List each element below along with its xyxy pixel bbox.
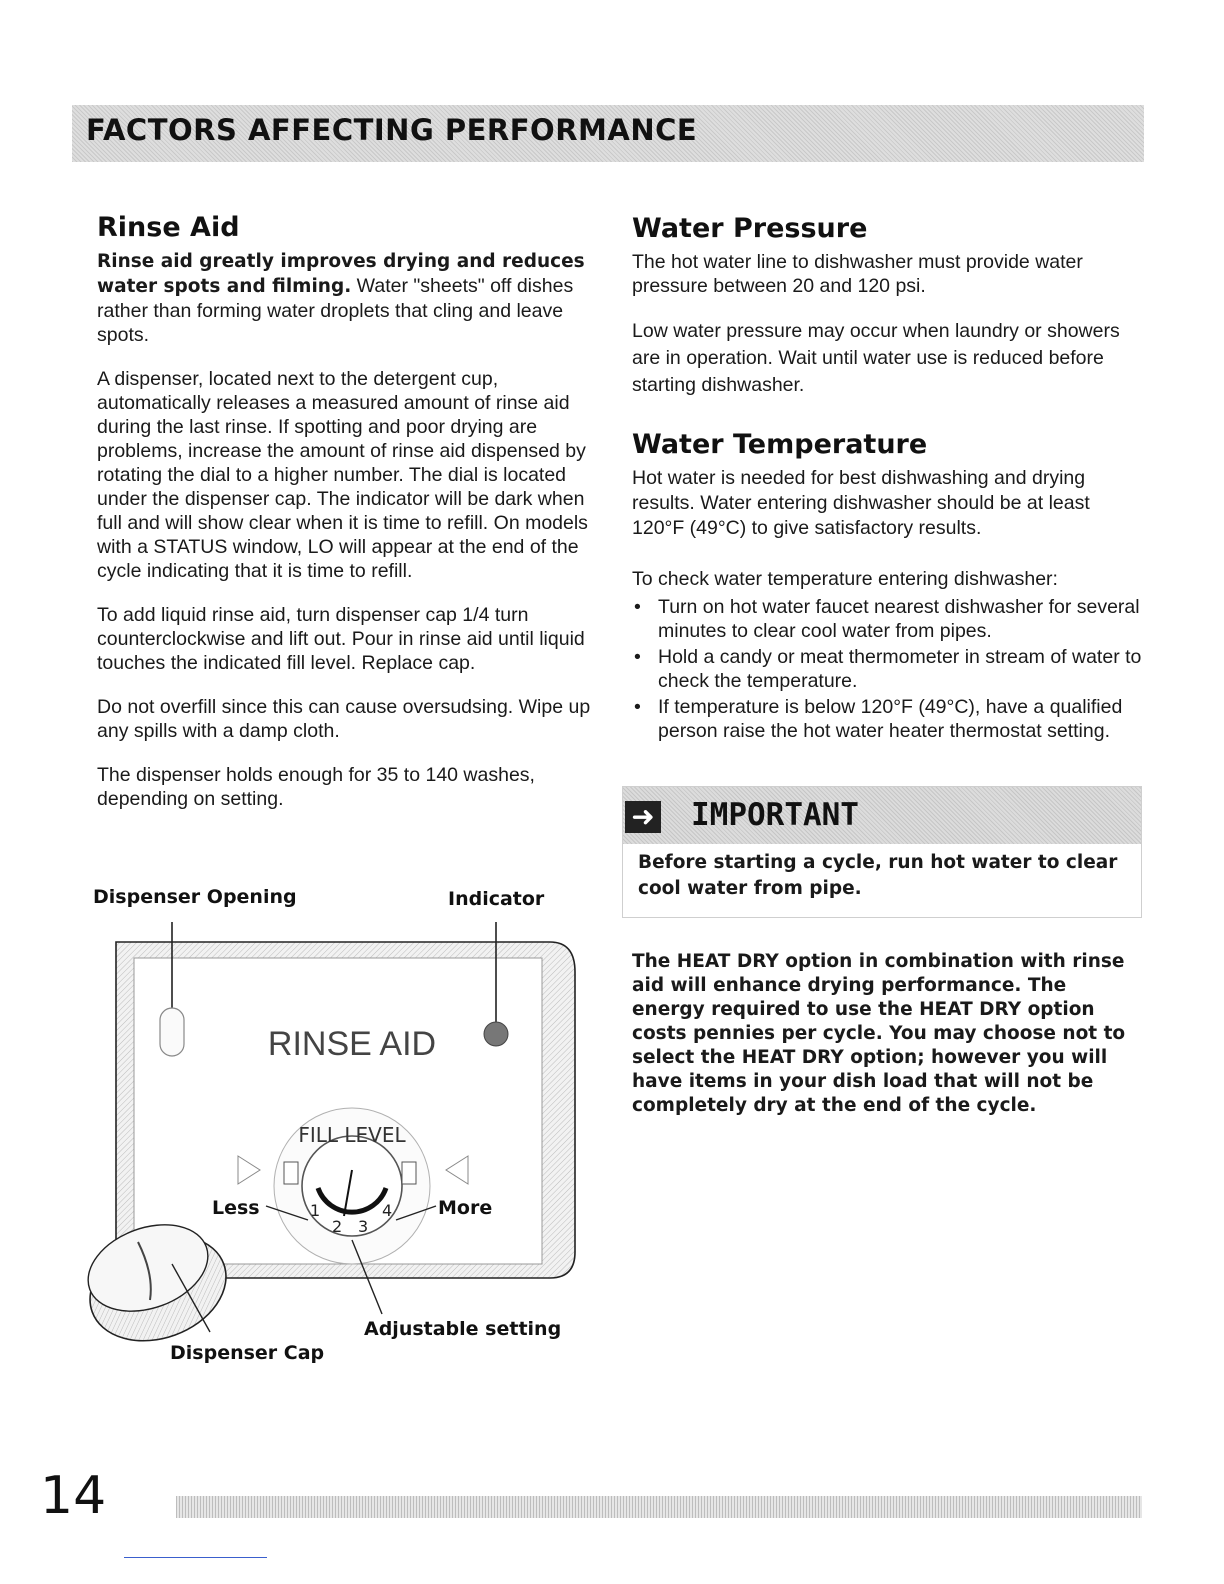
- list-item: • Hold a candy or meat thermometer in stream of water to check the temperature.: [658, 645, 1142, 693]
- rinse-aid-add-paragraph: To add liquid rinse aid, turn dispenser cap 1/4 turn counterclockwise and lift out. Pour in rinse aid until liquid touches the indicated fill level. Replace cap.: [97, 604, 585, 674]
- section-banner: [72, 105, 1144, 162]
- important-title: IMPORTANT: [691, 797, 859, 833]
- water-temperature-heading: Water Temperature: [632, 429, 928, 460]
- section-title: FACTORS AFFECTING PERFORMANCE: [86, 113, 698, 147]
- right-column: [632, 213, 1142, 745]
- list-item: • If temperature is below 120°F (49°C), have a qualified person raise the hot water heater thermostat setting.: [658, 695, 1142, 743]
- label-more: More: [438, 1197, 493, 1219]
- dial-tab-left: [284, 1162, 298, 1184]
- water-pressure-paragraph-1: The hot water line to dishwasher must provide water pressure between 20 and 120 psi.: [632, 251, 1083, 297]
- rinse-aid-lead-rest: Water "sheets" off dishes rather than forming water droplets that cling and leave spots.: [97, 275, 574, 346]
- rinse-aid-heading: Rinse Aid: [97, 212, 240, 243]
- fill-level-text: FILL LEVEL: [298, 1123, 406, 1147]
- rinse-aid-diagram: [80, 880, 600, 1400]
- label-adjustable-setting: Adjustable setting: [364, 1318, 562, 1340]
- rinse-aid-lead: Rinse aid greatly improves drying and reduces water spots and filming.: [97, 251, 585, 297]
- water-pressure-heading: Water Pressure: [632, 213, 868, 244]
- dial-number-3: 3: [358, 1217, 369, 1236]
- important-body: Before starting a cycle, run hot water to clear cool water from pipe.: [638, 852, 1118, 899]
- dial-number-1: 1: [310, 1201, 321, 1220]
- water-pressure-paragraph-2: Low water pressure may occur when laundry or showers are in operation. Wait until water use is reduced before starting dishwasher.: [632, 320, 1120, 396]
- rinse-aid-intro: [97, 249, 597, 347]
- label-indicator: Indicator: [448, 888, 545, 910]
- rinse-aid-section: [97, 212, 597, 831]
- dispenser-opening-shape: [160, 1008, 184, 1056]
- rinse-aid-dispenser-paragraph: A dispenser, located next to the detergent cup, automatically releases a measured amount of rinse aid during the last rinse. If spotting and poor drying are problems, increase the amount of rinse aid dispensed by rotating the dial to a higher number. The dial is located under the dispenser cap. The indicator will be dark when full and will show clear when it is time to refill. On models with a STATUS window, LO will appear at the end of the cycle indicating that it is time to refill.: [97, 368, 588, 582]
- temperature-check-list: [632, 595, 1142, 743]
- indicator-dot: [484, 1022, 508, 1046]
- list-item: • Turn on hot water faucet nearest dishwasher for several minutes to clear cool water from pipes.: [658, 595, 1142, 643]
- footer-rule: [176, 1496, 1142, 1518]
- water-temperature-check-intro: To check water temperature entering dishwasher:: [632, 568, 1058, 590]
- page-number: 14: [40, 1466, 107, 1526]
- label-dispenser-cap: Dispenser Cap: [170, 1342, 325, 1364]
- important-callout: [622, 786, 1142, 918]
- rinse-aid-capacity-paragraph: The dispenser holds enough for 35 to 140 washes, depending on setting.: [97, 764, 535, 810]
- dial-number-4: 4: [382, 1201, 393, 1220]
- important-header: [623, 787, 1141, 844]
- rinse-aid-overfill-paragraph: Do not overfill since this can cause oversudsing. Wipe up any spills with a damp cloth.: [97, 696, 591, 742]
- heat-dry-note: The HEAT DRY option in combination with rinse aid will enhance drying performance. The energy required to use the HEAT DRY option costs pennies per cycle. You may choose not to select the HEAT DRY option; however you will have items in your dish load that will not be completely dry at the end of the cycle.: [632, 951, 1126, 1116]
- label-dispenser-opening: Dispenser Opening: [93, 886, 297, 908]
- dial-tab-right: [402, 1162, 416, 1184]
- footer-link-underline: [124, 1557, 267, 1558]
- dial-number-2: 2: [332, 1217, 343, 1236]
- dial-inner: [302, 1136, 402, 1236]
- water-temperature-paragraph-1: Hot water is needed for best dishwashing and drying results. Water entering dishwasher should be at least 120°F (49°C) to give satisfactory results.: [632, 467, 1090, 539]
- arrow-right-icon: ➜: [625, 801, 661, 833]
- label-less: Less: [212, 1197, 260, 1219]
- panel-rinse-aid-text: RINSE AID: [267, 1025, 437, 1063]
